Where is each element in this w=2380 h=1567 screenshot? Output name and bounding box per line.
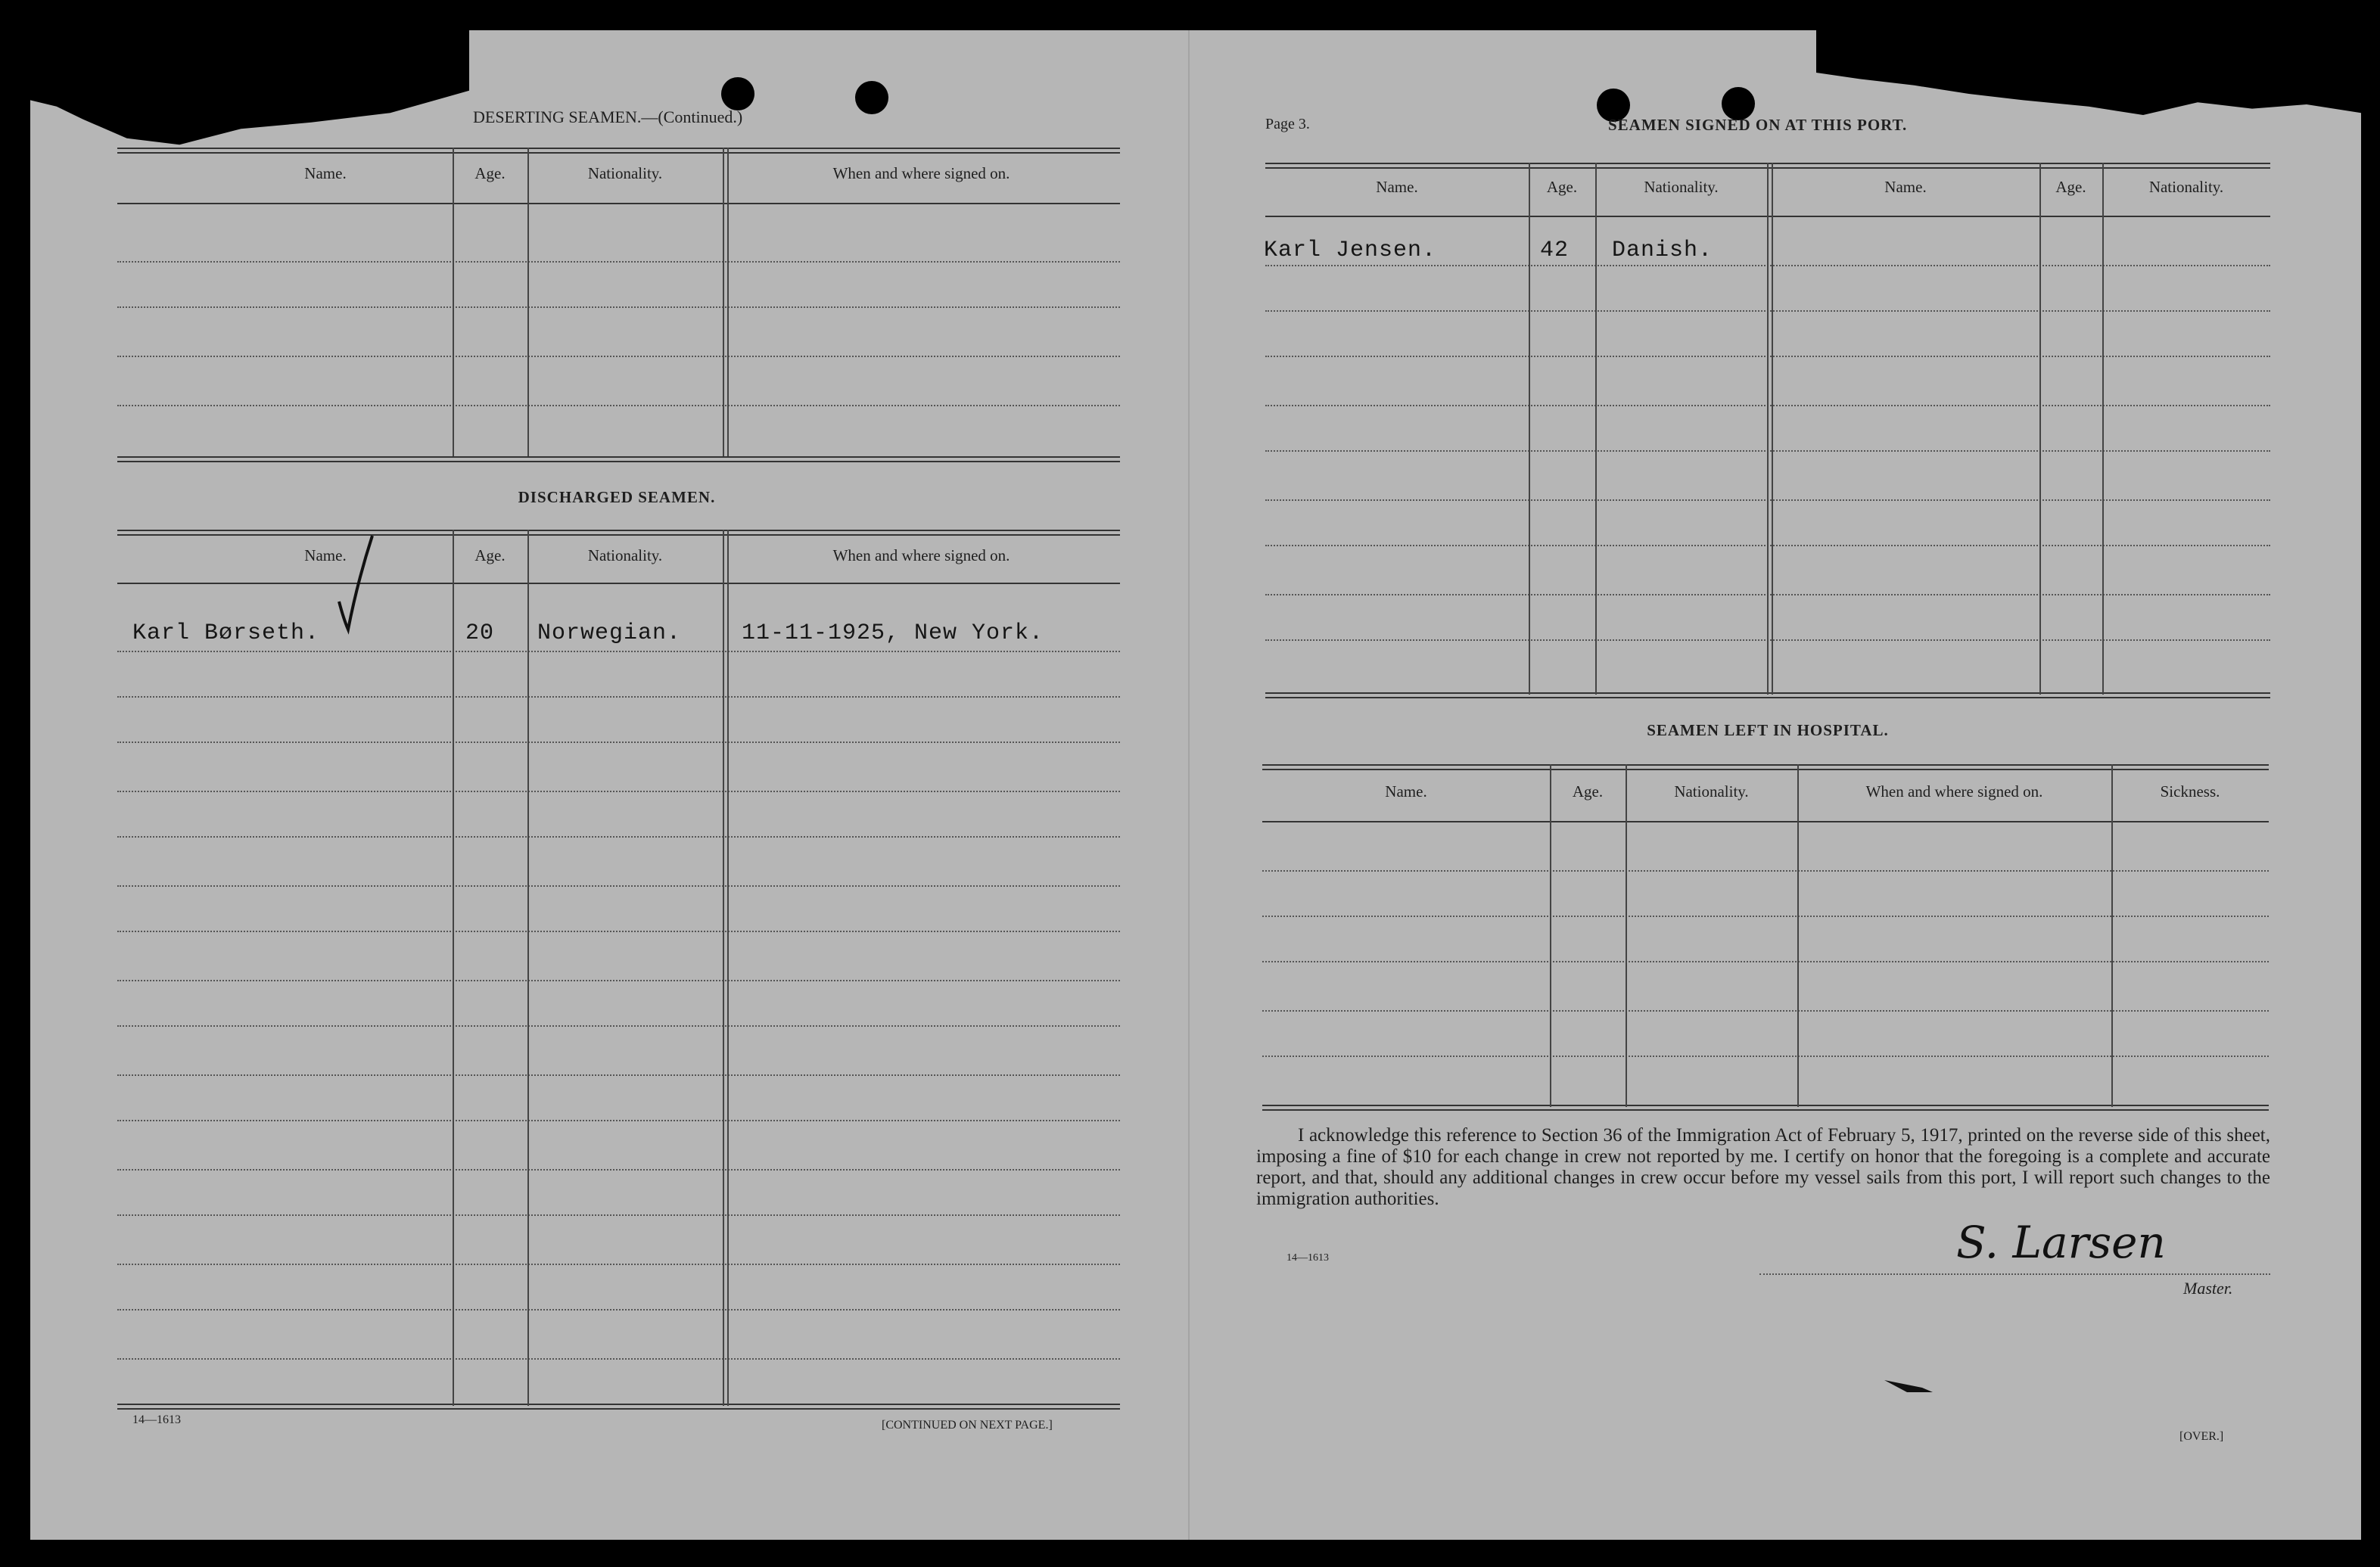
discharged-name: Karl Børseth. — [132, 620, 320, 646]
discharged-nationality: Norwegian. — [537, 620, 682, 646]
signed-on-title: SEAMEN SIGNED ON AT THIS PORT. — [1608, 116, 1908, 134]
page-fold — [1188, 30, 1190, 1540]
col-name: Name. — [304, 546, 347, 564]
col-when-where: When and where signed on. — [832, 164, 1010, 182]
col-nationality: Nationality. — [1674, 782, 1749, 801]
master-signature: S. Larsen — [1956, 1217, 2166, 1268]
discharged-seamen-table — [117, 530, 1120, 1415]
signed-on-name: Karl Jensen. — [1264, 238, 1437, 263]
punch-hole — [855, 81, 888, 114]
col-name: Name. — [1884, 178, 1927, 196]
col-name: Name. — [1376, 178, 1418, 196]
signature-title: Master. — [2183, 1279, 2233, 1298]
col-sickness: Sickness. — [2160, 782, 2220, 801]
signed-on-nationality: Danish. — [1612, 238, 1713, 263]
col-name: Name. — [1385, 782, 1427, 801]
form-number: 14—1613 — [1286, 1252, 1329, 1264]
col-age: Age. — [474, 546, 506, 564]
signature-line — [1759, 1273, 2270, 1275]
punch-hole — [721, 77, 754, 110]
col-nationality: Nationality. — [1644, 178, 1719, 196]
checkmark-icon — [333, 530, 378, 636]
page-label: Page 3. — [1265, 116, 1310, 132]
over-note: [OVER.] — [2179, 1430, 2224, 1443]
col-age: Age. — [2055, 178, 2086, 196]
acknowledgement-text: I acknowledge this reference to Section 36 of the Immigration Act of February 5, 1917, printed on the reverse side of this sheet, imposing a fine of $10 for each change in crew not reported by me. I certify on honor that the foregoing is a complete and accurate report, and that, should any additional changes in crew occur before my vessel sails from this port, I will report such changes to the immigration authorities. — [1256, 1125, 2270, 1209]
col-when-where: When and where signed on. — [1865, 782, 2043, 801]
col-nationality: Nationality. — [2148, 178, 2224, 196]
hospital-table — [1262, 764, 2269, 1116]
deserting-seamen-header: DESERTING SEAMEN.—(Continued.) — [473, 107, 743, 126]
col-nationality: Nationality. — [587, 546, 663, 564]
col-nationality: Nationality. — [587, 164, 663, 182]
col-when-where: When and where signed on. — [832, 546, 1010, 564]
discharged-age: 20 — [465, 620, 495, 646]
arrow-mark-icon — [1884, 1376, 1937, 1398]
discharged-seamen-title: DISCHARGED SEAMEN. — [518, 488, 716, 506]
form-number: 14—1613 — [132, 1413, 181, 1426]
col-age: Age. — [474, 164, 506, 182]
col-age: Age. — [1546, 178, 1578, 196]
hospital-title: SEAMEN LEFT IN HOSPITAL. — [1647, 721, 1889, 739]
discharged-signed-on: 11-11-1925, New York. — [742, 620, 1044, 646]
deserting-seamen-table — [117, 148, 1120, 465]
col-age: Age. — [1572, 782, 1604, 801]
col-name: Name. — [304, 164, 347, 182]
signed-on-age: 42 — [1540, 238, 1570, 263]
continued-note: [CONTINUED ON NEXT PAGE.] — [882, 1419, 1053, 1432]
